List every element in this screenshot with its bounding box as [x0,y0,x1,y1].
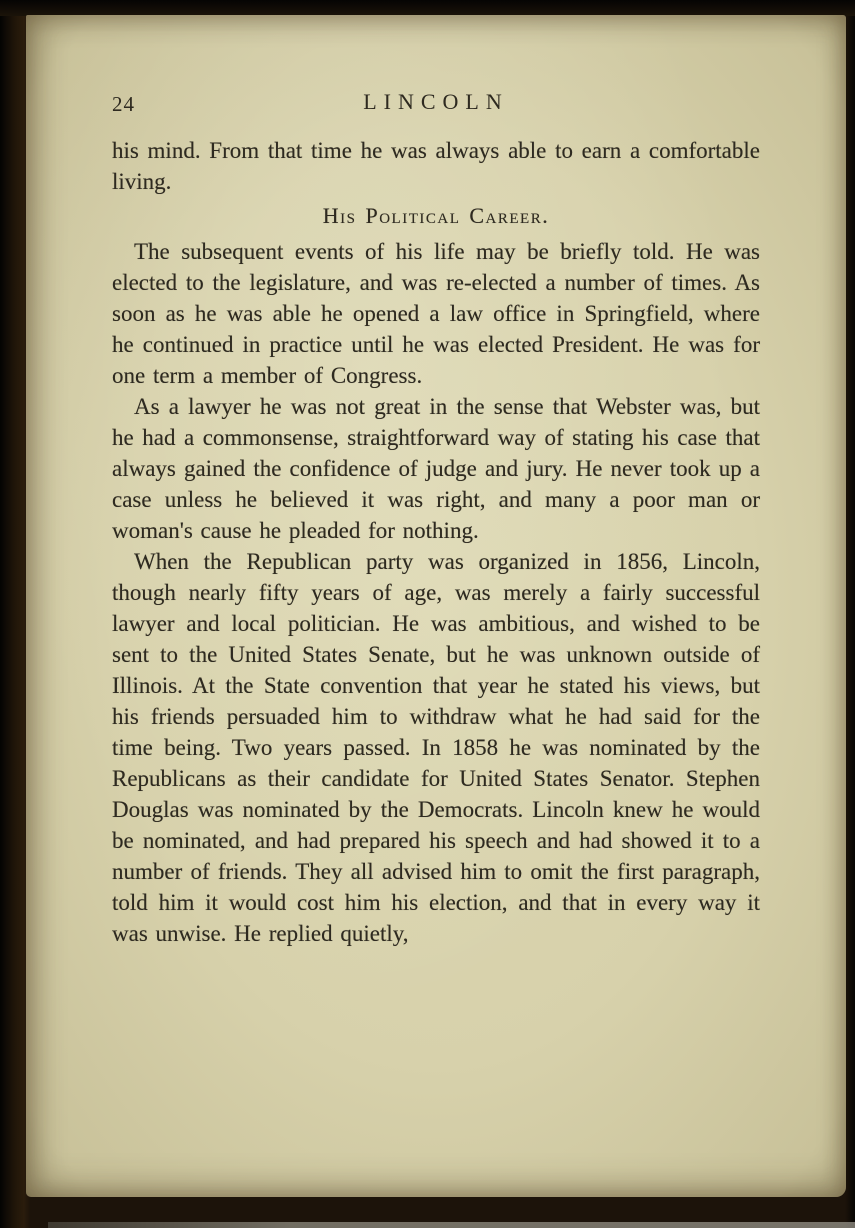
paragraph: The subsequent events of his life may be briefly told. He was elected to the legislature, and was re-elected a number of times. As soon as he was able he opened a law office in Springfield, where he continued in practice until he was elected President. He was for one term a member of Congress. [112,239,760,388]
paragraph: As a lawyer he was not great in the sense that Webster was, but he had a commonsense, straightforward way of stating his case that always gained the confidence of judge and jury. He never took up a case unless he believed it was right, and many a poor man or woman's cause he pleaded for nothing. [112,394,760,543]
page-header [112,89,760,121]
page-number: 24 [112,92,135,116]
paragraph-continuation: his mind. From that time he was always able to earn a comfortable living. [112,138,760,194]
running-title: LINCOLN [363,89,509,114]
paragraph: When the Republican party was organized in 1856, Lincoln, though nearly fifty years of age, was merely a fairly successful lawyer and local politician. He was ambitious, and wished to be sent to the United States Senate, but he was unknown outside of Illinois. At the State convention that year he stated his views, but his friends persuaded him to withdraw what he had said for the time being. Two years passed. In 1858 he was nominated by the Republicans as their candidate for United States Senator. Stephen Douglas was nominated by the Democrats. Lincoln knew he would be nominated, and had prepared his speech and had showed it to a number of friends. They all advised him to omit the first paragraph, told him it would cost him his election, and that in every way it was unwise. He replied quietly, [112,549,760,946]
section-heading: His Political Career. [322,203,550,228]
page-body [112,135,760,949]
book-page [26,15,846,1197]
